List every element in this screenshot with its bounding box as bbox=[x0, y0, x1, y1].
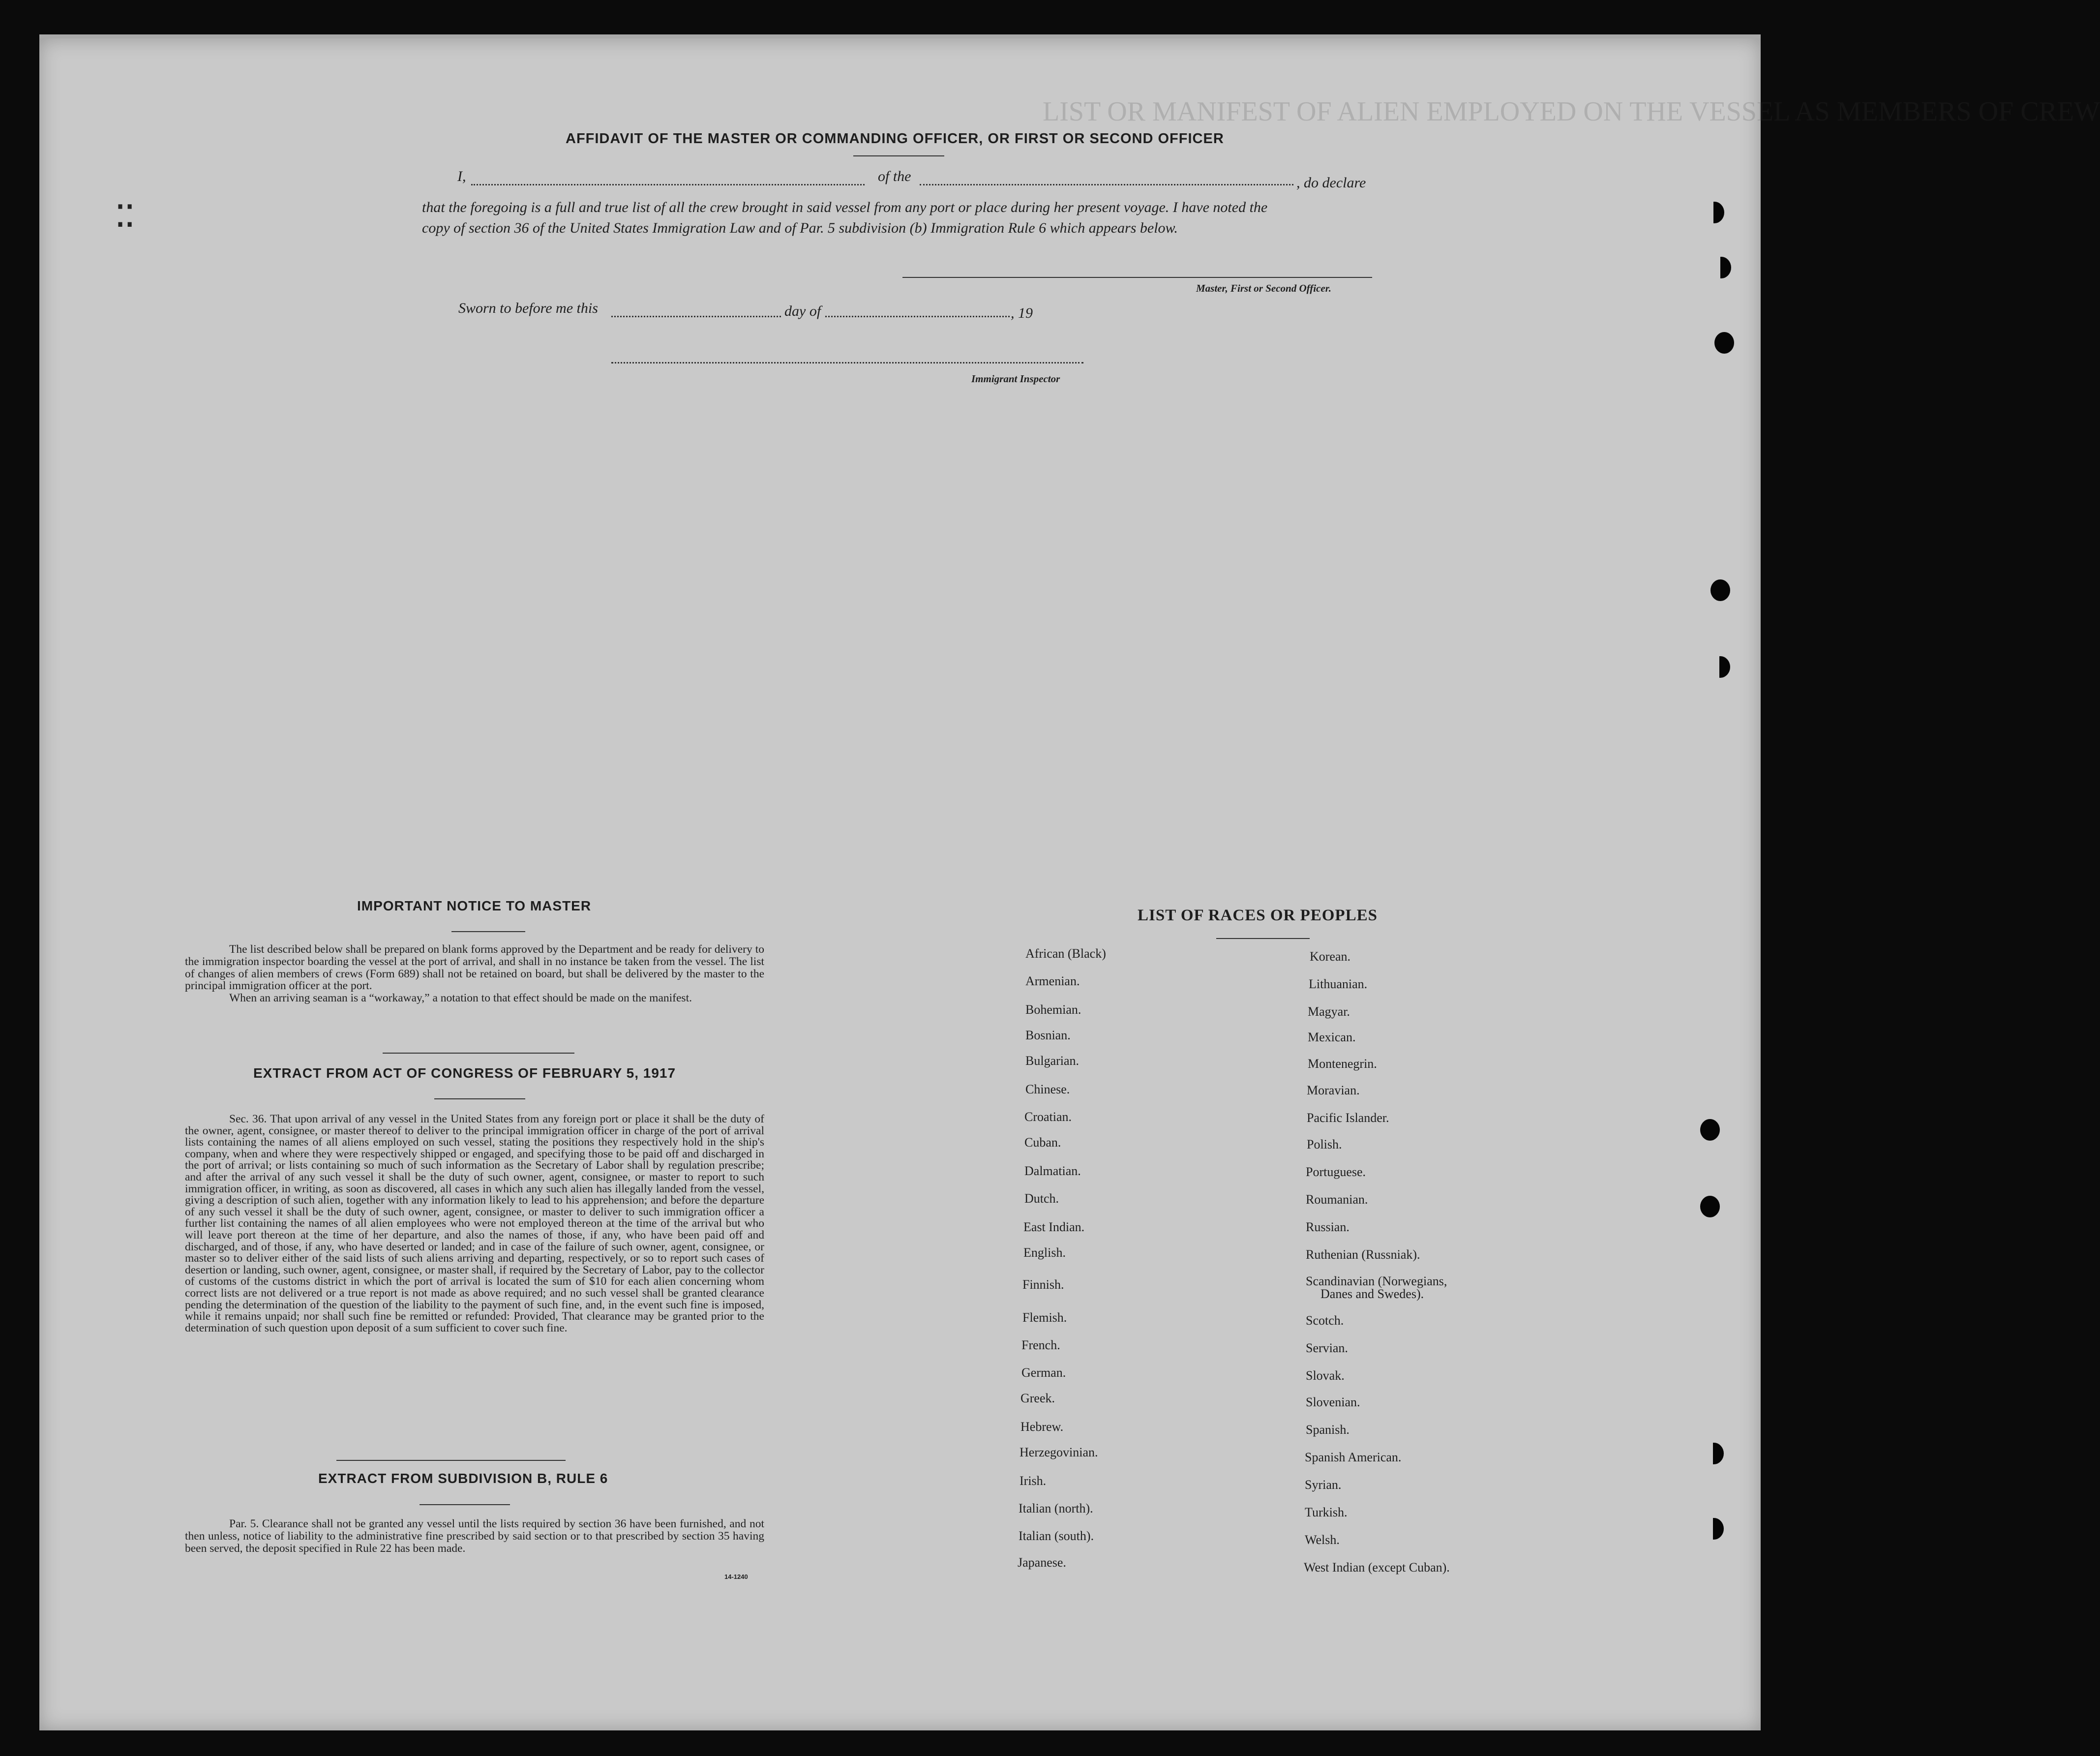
races-title-underline bbox=[1216, 938, 1310, 939]
race-item: Lithuanian. bbox=[1309, 977, 1368, 991]
race-item: African (Black) bbox=[1025, 946, 1106, 961]
rule-extract-body bbox=[185, 1518, 764, 1554]
affidavit-i-label: I, bbox=[457, 168, 466, 184]
margin-mark: ⁚⁚ bbox=[116, 200, 135, 233]
race-item: West Indian (except Cuban). bbox=[1304, 1560, 1450, 1574]
notice-title-underline bbox=[451, 931, 525, 932]
race-item: German. bbox=[1021, 1365, 1066, 1380]
affidavit-line-3: copy of section 36 of the United States Immigration Law and of Par. 5 subdivision (b) Immigration Rule 6 which appears below. bbox=[422, 220, 1178, 236]
race-item: Slovenian. bbox=[1306, 1395, 1360, 1409]
signature-label: Master, First or Second Officer. bbox=[1196, 282, 1331, 294]
act-extract-body bbox=[185, 1114, 764, 1334]
year-label: , 19 bbox=[1011, 305, 1033, 321]
inspector-signature-line[interactable] bbox=[611, 362, 1083, 363]
section-divider bbox=[383, 1053, 574, 1054]
race-item: Moravian. bbox=[1307, 1083, 1360, 1097]
race-item: Magyar. bbox=[1308, 1004, 1350, 1019]
race-item: Finnish. bbox=[1022, 1277, 1064, 1292]
race-item: Spanish American. bbox=[1305, 1450, 1402, 1464]
race-item: Korean. bbox=[1310, 949, 1351, 964]
name-blank[interactable] bbox=[471, 184, 865, 185]
race-item: Flemish. bbox=[1022, 1310, 1067, 1325]
act-section-36-text: Sec. 36. That upon arrival of any vessel in the United States from any foreign port or place it shall be the duty of the owner, agent, consignee, or master thereof to deliver to the principal immigration officer in charge of the port of arrival lists containing the names of all aliens employed on such vessel, stating the positions they respectively hold in the ship's company, when and where they were respectively shipped or engaged, and specifying those to be paid off and discharged in the port of arrival; or lists containing so much of such information as the Secretary of Labor shall by regulation prescribe; and after the arrival of any such vessel it shall be the duty of such owner, agent, consignee, or master to report to such immigration officer, in writing, as soon as discovered, all cases in which any such alien has illegally landed from the vessel, giving a description of such alien, together with any information likely to lead to his apprehension; and before the departure of any such vessel it shall be the duty of such owner, agent, consignee, or master to deliver to such immigration officer a further list containing the names of all alien employees who were not employed thereon at the time of the arrival but who will leave port thereon at the time of her departure, and also the names of those, if any, who have been paid off and discharged, and of those, if any, who have deserted or landed; and in case of the failure of such owner, agent, consignee, or master so to deliver either of the said lists of such aliens arriving and departing, respectively, or so to report such cases of desertion or landing, such owner, agent, consignee, or master shall, if required by the Secretary of Labor, pay to the collector of customs of the customs district in which the port of arrival is located the sum of $10 for each alien concerning whom correct lists are not delivered or a true report is not made as above required; and no such vessel shall be granted clearance pending the determination of the question of the liability to the payment of such fine, and, in the event such fine is imposed, while it remains unpaid; nor shall such fine be remitted or refunded: Provided, That clearance may be granted prior to the determination of such question upon deposit of a sum sufficient to cover such fine. bbox=[185, 1113, 764, 1334]
affidavit-title: AFFIDAVIT OF THE MASTER OR COMMANDING OFFICER, OR FIRST OR SECOND OFFICER bbox=[566, 131, 1224, 147]
vessel-blank[interactable] bbox=[920, 184, 1293, 185]
affidavit-line-2: that the foregoing is a full and true list of all the crew brought in said vessel from any port or place during her present voyage. I have noted the bbox=[422, 199, 1268, 215]
race-item: Welsh. bbox=[1305, 1533, 1340, 1547]
notice-title: IMPORTANT NOTICE TO MASTER bbox=[357, 898, 592, 913]
race-item: Roumanian. bbox=[1306, 1192, 1368, 1207]
race-item: Greek. bbox=[1020, 1391, 1055, 1405]
sworn-label: Sworn to before me this bbox=[458, 300, 598, 316]
act-title-underline bbox=[434, 1098, 525, 1099]
race-item: Syrian. bbox=[1305, 1478, 1342, 1492]
act-extract-title: EXTRACT FROM ACT OF CONGRESS OF FEBRUARY 5, 1917 bbox=[253, 1065, 676, 1081]
month-blank[interactable] bbox=[825, 316, 1010, 317]
race-item: Croatian. bbox=[1024, 1110, 1072, 1124]
race-item: East Indian. bbox=[1023, 1220, 1085, 1234]
notice-body bbox=[185, 943, 764, 1004]
race-item: Bulgarian. bbox=[1025, 1054, 1080, 1068]
bleed-through-text: LIST OR MANIFEST OF ALIEN EMPLOYED ON THE VESSEL AS MEMBERS OF CREW bbox=[1043, 96, 2100, 127]
document-sheet bbox=[39, 38, 1761, 1730]
race-item: Dalmatian. bbox=[1024, 1164, 1081, 1178]
race-item: Servian. bbox=[1306, 1341, 1348, 1355]
rule-extract-title: EXTRACT FROM SUBDIVISION B, RULE 6 bbox=[318, 1471, 608, 1486]
race-item: Pacific Islander. bbox=[1307, 1111, 1389, 1125]
race-item: Chinese. bbox=[1025, 1082, 1070, 1096]
notice-paragraph-1: The list described below shall be prepared on blank forms approved by the Department and be ready for delivery to the immigration inspector boarding the vessel at the port of arrival, and shall in no instance be taken from the vessel. The list of changes of alien members of crews (Form 689) shall not be retained on board, but shall be delivered by the master to the principal immigration officer at the port. bbox=[185, 943, 764, 993]
race-item: Montenegrin. bbox=[1308, 1057, 1377, 1071]
race-item: Italian (south). bbox=[1019, 1529, 1094, 1543]
race-item: Slovak. bbox=[1306, 1368, 1345, 1383]
day-of-label: day of bbox=[784, 303, 821, 319]
race-item: Mexican. bbox=[1308, 1030, 1356, 1044]
punch-hole bbox=[1714, 332, 1734, 354]
race-item: Japanese. bbox=[1018, 1555, 1066, 1570]
race-item: Russian. bbox=[1306, 1220, 1350, 1234]
race-item: Danes and Swedes). bbox=[1320, 1287, 1424, 1301]
race-item: Spanish. bbox=[1306, 1423, 1350, 1437]
sworn-day-blank[interactable] bbox=[611, 316, 781, 317]
race-item: Turkish. bbox=[1305, 1505, 1348, 1519]
race-item: Ruthenian (Russniak). bbox=[1306, 1247, 1420, 1262]
rule-par-5-text: Par. 5. Clearance shall not be granted any vessel until the lists required by section 36 have been furnished, and not then unless, notice of liability to the administrative fine prescribed by said section or to that prescribed by section 35 having been served, the deposit specified in Rule 22 has been made. bbox=[185, 1517, 764, 1555]
affidavit-of-the-label: of the bbox=[878, 168, 911, 184]
title-underline bbox=[853, 155, 944, 156]
race-item: Dutch. bbox=[1024, 1191, 1059, 1206]
punch-hole bbox=[1700, 1196, 1720, 1217]
race-item: French. bbox=[1021, 1338, 1060, 1352]
race-item: Bosnian. bbox=[1025, 1028, 1071, 1042]
race-item: Italian (north). bbox=[1019, 1501, 1093, 1515]
punch-hole bbox=[1710, 579, 1730, 601]
rule-title-underline bbox=[420, 1504, 510, 1505]
race-item: Bohemian. bbox=[1025, 1002, 1081, 1017]
inspector-label: Immigrant Inspector bbox=[971, 373, 1060, 385]
race-item: Cuban. bbox=[1024, 1135, 1061, 1150]
race-item: Armenian. bbox=[1025, 974, 1080, 988]
race-item: Herzegovinian. bbox=[1020, 1445, 1098, 1459]
signature-line[interactable] bbox=[902, 277, 1372, 278]
section-divider-2 bbox=[336, 1460, 566, 1461]
race-item: Scotch. bbox=[1306, 1313, 1344, 1328]
race-item: Polish. bbox=[1307, 1137, 1342, 1151]
race-item: English. bbox=[1023, 1245, 1066, 1260]
race-item: Hebrew. bbox=[1020, 1420, 1064, 1434]
affidavit-declare-label: , do declare bbox=[1296, 175, 1366, 191]
form-number: 14-1240 bbox=[724, 1573, 748, 1580]
notice-paragraph-2: When an arriving seaman is a “workaway,” a notation to that effect should be made on the manifest. bbox=[229, 992, 692, 1005]
races-title: LIST OF RACES OR PEOPLES bbox=[1138, 907, 1378, 924]
punch-hole bbox=[1700, 1119, 1720, 1141]
race-item: Portuguese. bbox=[1306, 1165, 1366, 1179]
race-item: Irish. bbox=[1020, 1474, 1047, 1488]
race-item: Scandinavian (Norwegians, bbox=[1306, 1274, 1447, 1288]
